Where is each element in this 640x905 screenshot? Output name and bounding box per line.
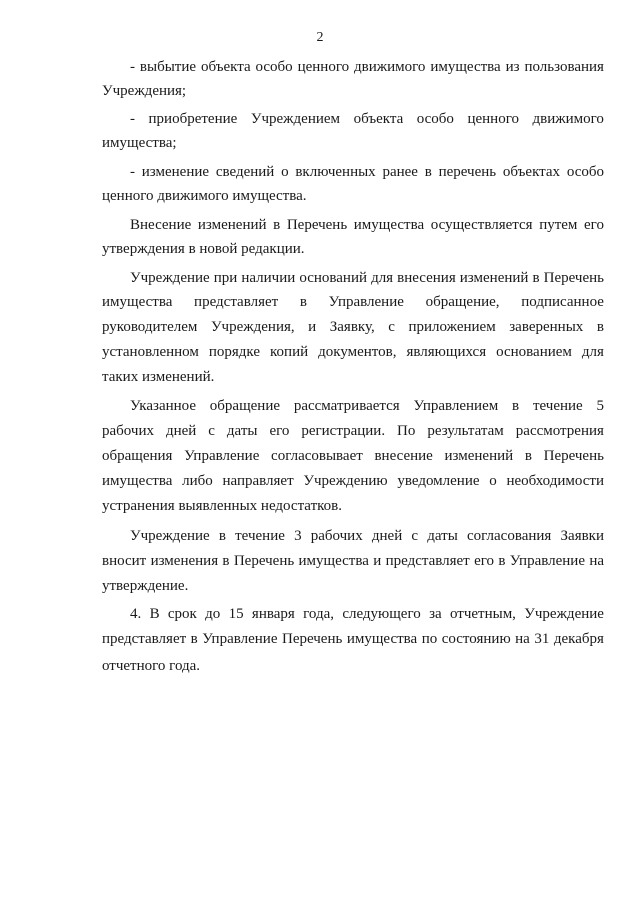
text-line: обращения Управление согласовывает внесение изменений в Перечень	[102, 448, 604, 464]
text-line: - приобретение Учреждением объекта особо ценного движимого	[130, 111, 604, 127]
text-line: - выбытие объекта особо ценного движимого имущества из пользования	[130, 59, 604, 75]
text-line: отчетного года.	[102, 658, 201, 674]
text-line: вносит изменения в Перечень имущества и представляет его в Управление на	[102, 553, 604, 569]
text-line: имущества либо направляет Учреждению уведомление о необходимости	[102, 473, 604, 489]
text-line: 4. В срок до 15 января года, следующего за отчетным, Учреждение	[130, 606, 604, 622]
text-line: - изменение сведений о включенных ранее в перечень объектах особо	[130, 164, 604, 180]
text-line: Учреждение в течение 3 рабочих дней с даты согласования Заявки	[130, 528, 604, 544]
text-line: установленном порядке копий документов, являющихся основанием для	[102, 344, 604, 360]
text-line: устранения выявленных недостатков.	[102, 498, 342, 514]
text-line: имущества представляет в Управление обращение, подписанное	[102, 294, 604, 310]
text-line: рабочих дней с даты его регистрации. По результатам рассмотрения	[102, 423, 604, 439]
text-line: Учреждения;	[102, 83, 187, 99]
text-line: утверждения в новой редакции.	[102, 241, 305, 257]
text-line: представляет в Управление Перечень имущества по состоянию на 31 декабря	[102, 631, 604, 647]
text-line: Учреждение при наличии оснований для внесения изменений в Перечень	[130, 270, 604, 286]
text-line: имущества;	[102, 135, 177, 151]
text-line: руководителем Учреждения, и Заявку, с приложением заверенных в	[102, 319, 604, 335]
text-line: Указанное обращение рассматривается Управлением в течение 5	[130, 398, 604, 414]
text-line: утверждение.	[102, 578, 189, 594]
text-line: Внесение изменений в Перечень имущества осуществляется путем его	[130, 217, 604, 233]
page-number: 2	[316, 30, 324, 45]
text-line: таких изменений.	[102, 369, 215, 385]
text-line: ценного движимого имущества.	[102, 188, 307, 204]
